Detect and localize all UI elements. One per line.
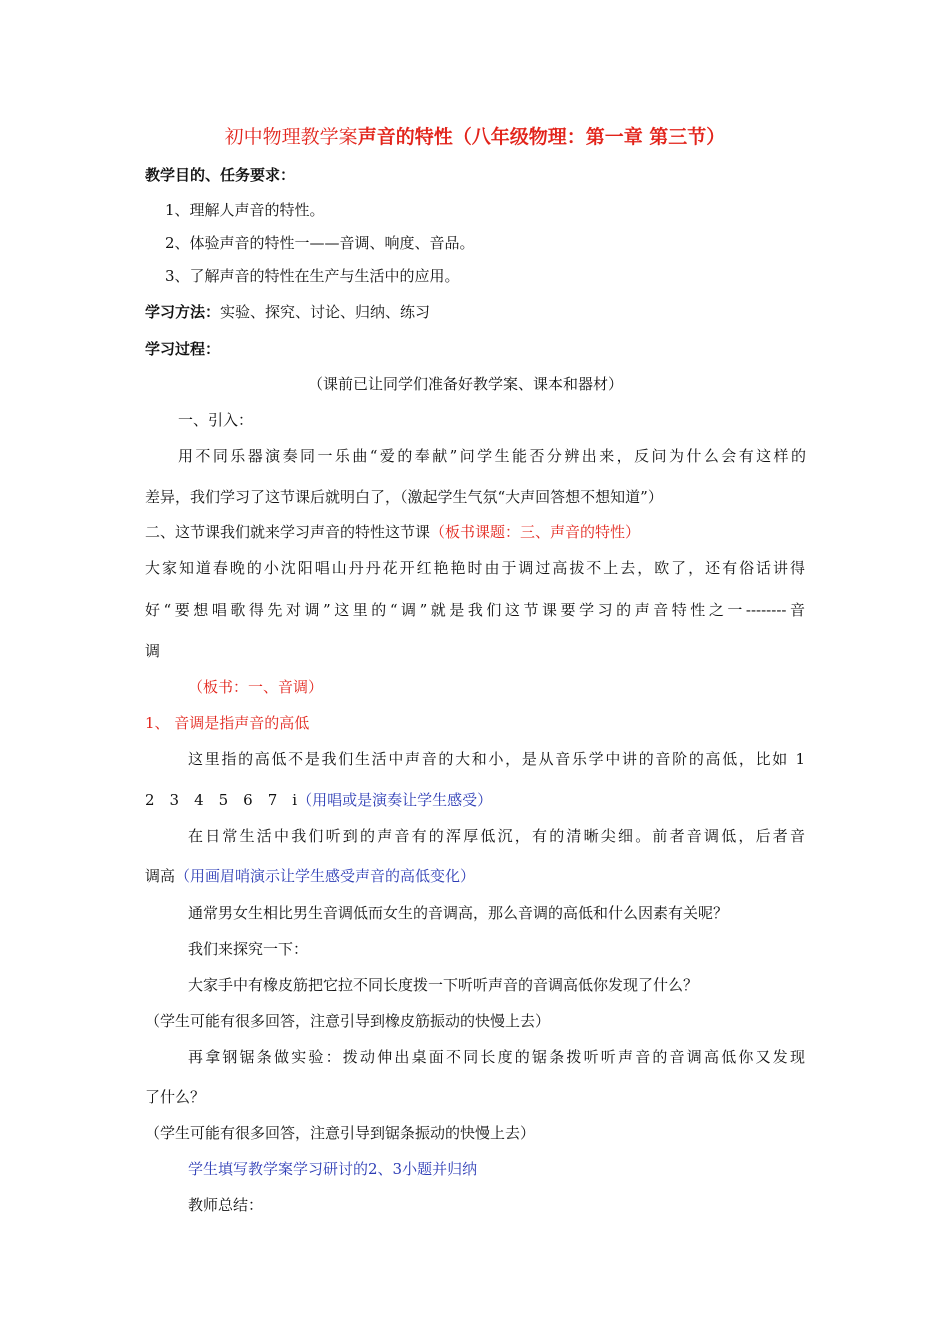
pitch-paragraph-7-line-2: 了什么？ [145,1088,206,1106]
pitch-paragraph-1-line-1: 这里指的高低不是我们生活中声音的大和小，是从音乐学中讲的音阶的高低，比如 1 [188,750,805,768]
title-main: 声音的特性（八年级物理：第一章 第三节） [357,126,726,148]
method-label: 学习方法： [145,303,221,321]
pitch-paragraph-3: 通常男女生相比男生音调低而女生的音调高，那么音调的高低和什么因素有关呢？ [188,904,729,922]
pitch-paragraph-1-line-2 [145,790,492,810]
objectives-heading: 教学目的、任务要求： [145,166,296,184]
section2-line [145,522,640,542]
title-prefix: 初中物理教学案 [224,126,358,148]
whistle-demo-note: （用画眉哨演示让学生感受声音的高低变化） [175,867,476,885]
pitch-paragraph-2-line-2 [145,866,475,886]
pitch-high-text: 调高 [145,867,176,885]
pitch-paragraph-8: （学生可能有很多回答，注意引导到锯条振动的快慢上去） [145,1124,536,1142]
intro-paragraph-line-2: 差异，我们学习了这节课后就明白了，（激起学生气氛“大声回答想不想知道”） [145,488,663,506]
method-text: 实验、探究、讨论、归纳、练习 [220,303,431,321]
pitch-paragraph-2-line-1: 在日常生活中我们听到的声音有的浑厚低沉，有的清晰尖细。前者音调低，后者音 [188,827,805,845]
intro-paragraph-line-1: 用不同乐器演奏同一乐曲“爱的奉献”问学生能否分辨出来，反问为什么会有这样的 [178,447,806,465]
section2-paragraph-line-3: 调 [145,642,161,660]
objective-item-1: 1、理解人声音的特性。 [165,201,325,219]
pitch-paragraph-9: 学生填写教学案学习研讨的2、3小题并归纳 [188,1160,478,1178]
board-pitch-note: （板书：一、音调） [188,678,324,696]
objective-item-2: 2、体验声音的特性一——音调、响度、音品。 [165,234,475,252]
pitch-paragraph-6: （学生可能有很多回答，注意引导到橡皮筋振动的快慢上去） [145,1012,551,1030]
method-line [145,302,430,322]
document-title [0,124,950,150]
teacher-summary-label: 教师总结： [188,1196,264,1214]
section2-paragraph-line-1: 大家知道春晚的小沈阳唱山丹丹花开红艳艳时由于调过高拔不上去，欧了，还有俗话讲得 [145,559,805,577]
section2-text: 二、这节课我们就来学习声音的特性这节课 [145,523,431,541]
pitch-paragraph-5: 大家手中有橡皮筋把它拉不同长度拨一下听听声音的音调高低你发现了什么？ [188,976,699,994]
scale-notes: 2 3 4 5 6 7 i [145,791,298,809]
objective-item-3: 3、了解声音的特性在生产与生活中的应用。 [165,267,460,285]
pitch-paragraph-7-line-1: 再拿钢锯条做实验：拨动伸出桌面不同长度的锯条拨听听声音的音调高低你又发现 [188,1048,805,1066]
intro-heading: 一、引入： [178,411,254,429]
pitch-demo-note: （用唱或是演奏让学生感受） [297,791,493,809]
process-heading: 学习过程： [145,340,221,358]
pitch-heading: 1、 音调是指声音的高低 [145,714,310,732]
pitch-paragraph-4: 我们来探究一下： [188,940,309,958]
section2-paragraph-line-2: 好“要想唱歌得先对调”这里的“调”就是我们这节课要学习的声音特性之一--------音 [145,601,805,619]
process-note: （课前已让同学们准备好教学案、课本和器材） [308,375,624,393]
section2-board-note: （板书课题：三、声音的特性） [430,523,641,541]
